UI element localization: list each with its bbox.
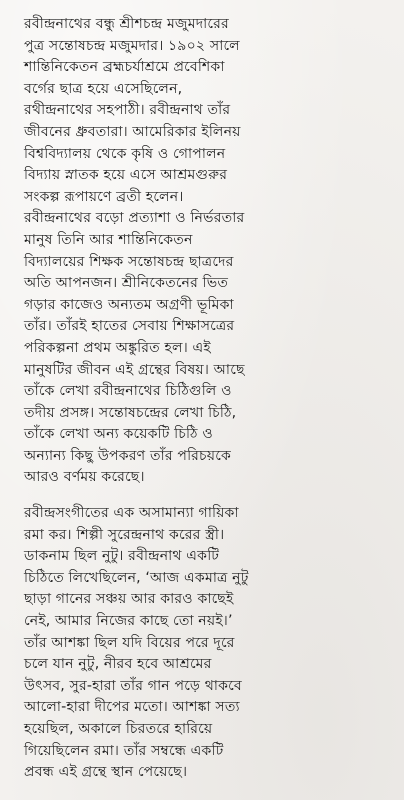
text-line: পুত্র সন্তোষচন্দ্র মজুমদার। ১৯০২ সালে — [24, 37, 240, 54]
text-line: গড়ার কাজেও অন্যতম অগ্রণী ভূমিকা — [24, 296, 234, 313]
text-line: অন্যান্য কিছু উপকরণ তাঁর পরিচয়কে — [24, 447, 231, 464]
text-line: গিয়েছিলেন রমা। তাঁর সম্বন্ধে একটি — [24, 742, 224, 759]
text-line: বিশ্ববিদ্যালয় থেকে কৃষি ও গোপালন — [24, 145, 226, 162]
blurb-text — [24, 14, 382, 784]
text-line: মানুষ তিনি আর শান্তিনিকেতন — [24, 231, 193, 248]
text-line: তদীয় প্রসঙ্গ। সন্তোষচন্দ্রের লেখা চিঠি, — [24, 404, 237, 421]
text-line: উৎসব, সুর-হারা তাঁর গান পড়ে থাকবে — [24, 677, 242, 694]
text-line: আলো-হারা দীপের মতো। আশঙ্কা সত্য — [24, 699, 240, 716]
text-line: আরও বর্ণময় করেছে। — [24, 469, 145, 486]
text-line: রবীন্দ্রনাথের বড়ো প্রত্যাশা ও নির্ভরতার — [24, 210, 245, 227]
text-line: প্রবন্ধ এই গ্রন্থে স্থান পেয়েছে। — [24, 764, 188, 781]
text-line: রবীন্দ্রসংগীতের এক অসামান্যা গায়িকা — [24, 505, 239, 522]
text-line: বিদ্যায় স্নাতক হয়ে এসে আশ্রমগুরুর — [24, 167, 228, 184]
text-line: মানুষটির জীবন এই গ্রন্থের বিষয়। আছে — [24, 361, 245, 378]
text-line: বিদ্যালয়ের শিক্ষক সন্তোষচন্দ্র ছাত্রদের — [24, 253, 234, 270]
text-line: পরিকল্পনা প্রথম অঙ্কুরিত হল। এই — [24, 339, 211, 356]
text-line: রবীন্দ্রনাথের বন্ধু শ্রীশচন্দ্র মজুমদারের — [24, 16, 229, 32]
text-line: হয়েছিল, অকালে চিরতরে হারিয়ে — [24, 721, 213, 737]
text-line: অতি আপনজন। শ্রীনিকেতনের ভিত — [24, 275, 229, 292]
text-line: নেই, আমার নিজের কাছে তো নয়ই।’ — [24, 613, 233, 630]
text-line: সংকল্প রূপায়ণে ব্রতী হলেন। — [24, 188, 184, 205]
text-line: তাঁর। তাঁরই হাতের সেবায় শিক্ষাসত্রের — [24, 318, 235, 335]
paragraph-2 — [24, 503, 382, 784]
paragraph-1 — [24, 14, 382, 489]
text-line: রথীন্দ্রনাথের সহপাঠী। রবীন্দ্রনাথ তাঁর — [24, 102, 231, 119]
text-line: শান্তিনিকেতন ব্রহ্মচর্যাশ্রমে প্রবেশিকা — [24, 59, 225, 76]
text-line: বর্গের ছাত্র হয়ে এসেছিলেন, — [24, 80, 183, 97]
text-line: তাঁকে লেখা রবীন্দ্রনাথের চিঠিগুলি ও — [24, 383, 232, 400]
text-line: তাঁর আশঙ্কা ছিল যদি বিয়ের পরে দূরে — [24, 634, 235, 651]
text-line: জীবনের ধ্রুবতারা। আমেরিকার ইলিনয় — [24, 123, 241, 140]
text-line: চিঠিতে লিখেছিলেন, ‘আজ একমাত্র নুটু — [24, 569, 249, 586]
text-line: ডাকনাম ছিল নুটু। রবীন্দ্রনাথ একটি — [24, 548, 220, 565]
text-line: রমা কর। শিল্পী সুরেন্দ্রনাথ করের স্ত্রী। — [24, 526, 225, 543]
text-line: ছাড়া গানের সঞ্চয় আর কারও কাছেই — [24, 591, 234, 608]
text-line: চলে যান নুটু, নীরব হবে আশ্রমের — [24, 656, 212, 673]
text-line: তাঁকে লেখা অন্য কয়েকটি চিঠি ও — [24, 426, 213, 443]
